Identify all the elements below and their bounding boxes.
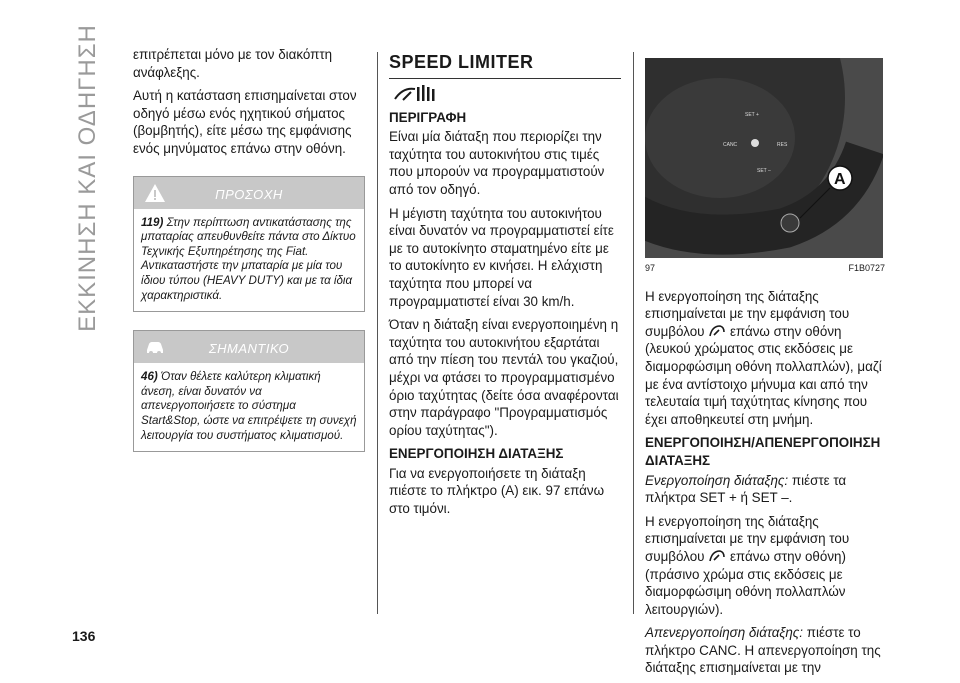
warning-number: 119): [141, 215, 164, 229]
paragraph: [645, 288, 885, 429]
speed-limiter-symbol-icon: [708, 549, 726, 563]
set-plus-label: SET +: [745, 112, 759, 118]
note-text: Όταν θέλετε καλύτερη κλιματική άνεση, είναι δυνατόν να απενεργοποιήσετε το σύστημα Start&Stop, ώστε να επιτρέψετε τη συνεχή λειτουργία του συστήματος κλιματισμού.: [141, 370, 357, 442]
text-part: πιέστε τα πλήκτρα SET + ή SET –.: [645, 472, 847, 506]
paragraph: Η μέγιστη ταχύτητα του αυτοκινήτου είναι δυνατόν να προγραμματιστεί είτε με το αυτοκίνητο σταματημένο είτε με το αυτοκίνητο εν κινήσει. Η ελάχιστη ταχύτητα που μπορεί να προγραμματιστεί είναι 30 km/h.: [389, 205, 614, 309]
figure-number: 97: [645, 263, 656, 273]
activation-label: Ενεργοποίηση διάταξης:: [645, 472, 789, 488]
column-2: [389, 46, 621, 524]
figure-caption: [645, 260, 885, 278]
paragraph: Για να ενεργοποιήσετε τη διάταξη πιέστε το πλήκτρο (A) εικ. 97 επάνω στο τιμόνι.: [389, 465, 605, 517]
set-minus-label: SET –: [757, 168, 771, 174]
paragraph: [645, 513, 885, 619]
canc-label: CANC: [723, 142, 738, 148]
chapter-title-text: ΕΚΚΙΝΗΣΗ ΚΑΙ ΟΔΗΓΗΣΗ: [74, 24, 101, 332]
paragraph: επιτρέπεται μόνο με τον διακόπτη ανάφλεξης.: [133, 47, 333, 80]
note-title: ΣΗΜΑΝΤΙΚΟ: [208, 341, 290, 357]
warning-box-header: [134, 177, 364, 209]
text-part: Η ενεργοποίηση της διάταξης επισημαίνεται με την εμφάνιση του συμβόλου: [645, 288, 850, 339]
activation-heading: ΕΝΕΡΓΟΠΟΙΗΣΗ ΔΙΑΤΑΞΗΣ: [389, 446, 564, 462]
note-box: [133, 330, 365, 452]
note-body: [134, 363, 364, 451]
speed-limiter-icon: [393, 83, 437, 105]
page-number: 136: [72, 628, 96, 644]
figure-code: F1B0727: [848, 263, 885, 273]
paragraph: Όταν η διάταξη είναι ενεργοποιημένη η ταχύτητα του αυτοκινήτου εξαρτάται από την πίεση του πεντάλ του γκαζιού, μέχρι να φτάσει το προγραμματισμένο όριο ταχύτητας (δείτε όσα αναφέρονται στην παράγραφο "Προγραμματισμός ορίου ταχύτητας").: [389, 317, 619, 438]
speed-limiter-symbol-icon: [708, 324, 726, 338]
column-3: [645, 46, 885, 683]
steering-wheel-figure: [645, 58, 883, 258]
warning-box: [133, 176, 365, 313]
on-off-heading: ΕΝΕΡΓΟΠΟΙΗΣΗ/ΑΠΕΝΕΡΓΟΠΟΙΗΣΗ ΔΙΑΤΑΞΗΣ: [645, 435, 881, 468]
column-divider: [377, 52, 378, 614]
paragraph: Αυτή η κατάσταση επισημαίνεται στον οδηγό μέσω ενός ηχητικού σήματος (βομβητής), είτε μέσω της εμφάνισης ενός μηνύματος επάνω στην οθόνη.: [133, 88, 357, 156]
paragraph: [645, 624, 885, 677]
text-part: επάνω στην οθόνη) (πράσινο χρώμα στις εκδόσεις με διαμορφώσιμη οθόνη πολλαπλών λειτουργιών).: [645, 548, 846, 617]
warning-body: [134, 209, 364, 312]
res-label: RES: [777, 142, 788, 148]
column-1: [133, 46, 365, 452]
section-title: SPEED LIMITER: [389, 54, 621, 79]
text-part: επάνω στην οθόνη (λευκού χρώματος στις εκδόσεις με διαμορφώσιμη οθόνη πολλαπλών), μαζί με ένα αντίστοιχο μήνυμα και από την τελευταία τιμή ταχύτητας κίνησης που έχει αποθηκευτεί στη μνήμη.: [645, 323, 882, 427]
warning-title: ΠΡΟΣΟΧΗ: [215, 186, 283, 202]
column-divider: [633, 52, 634, 614]
warning-text: Στην περίπτωση αντικατάστασης της μπαταρίας απευθυνθείτε πάντα στο Δίκτυο Τεχνικής Εξυπηρέτησης της Fiat. Αντικαταστήστε την μπαταρία με μία του ίδιου τύπου (HEAVY DUTY) και με τα ίδια χαρακτηριστικά.: [141, 215, 356, 302]
paragraph: [645, 472, 885, 507]
paragraph: Είναι μία διάταξη που περιορίζει την ταχύτητα του αυτοκινήτου στις τιμές που μπορούν να προγραμματιστούν από τον οδηγό.: [389, 129, 605, 197]
chapter-side-title: [58, 24, 118, 332]
deactivation-label: Απενεργοποίηση διάταξης:: [645, 625, 804, 641]
text-part: πιέστε το πλήκτρο CANC. Η απενεργοποίηση της διάταξης επισημαίνεται με την: [645, 625, 881, 676]
note-number: 46): [141, 370, 158, 384]
text-part: Η ενεργοποίηση της διάταξης επισημαίνεται με την εμφάνιση του συμβόλου: [645, 513, 850, 564]
note-box-header: [134, 331, 364, 363]
steering-wheel-illustration: [645, 58, 883, 258]
callout-a: A: [834, 171, 846, 188]
description-heading: ΠΕΡΙΓΡΑΦΗ: [389, 109, 467, 125]
